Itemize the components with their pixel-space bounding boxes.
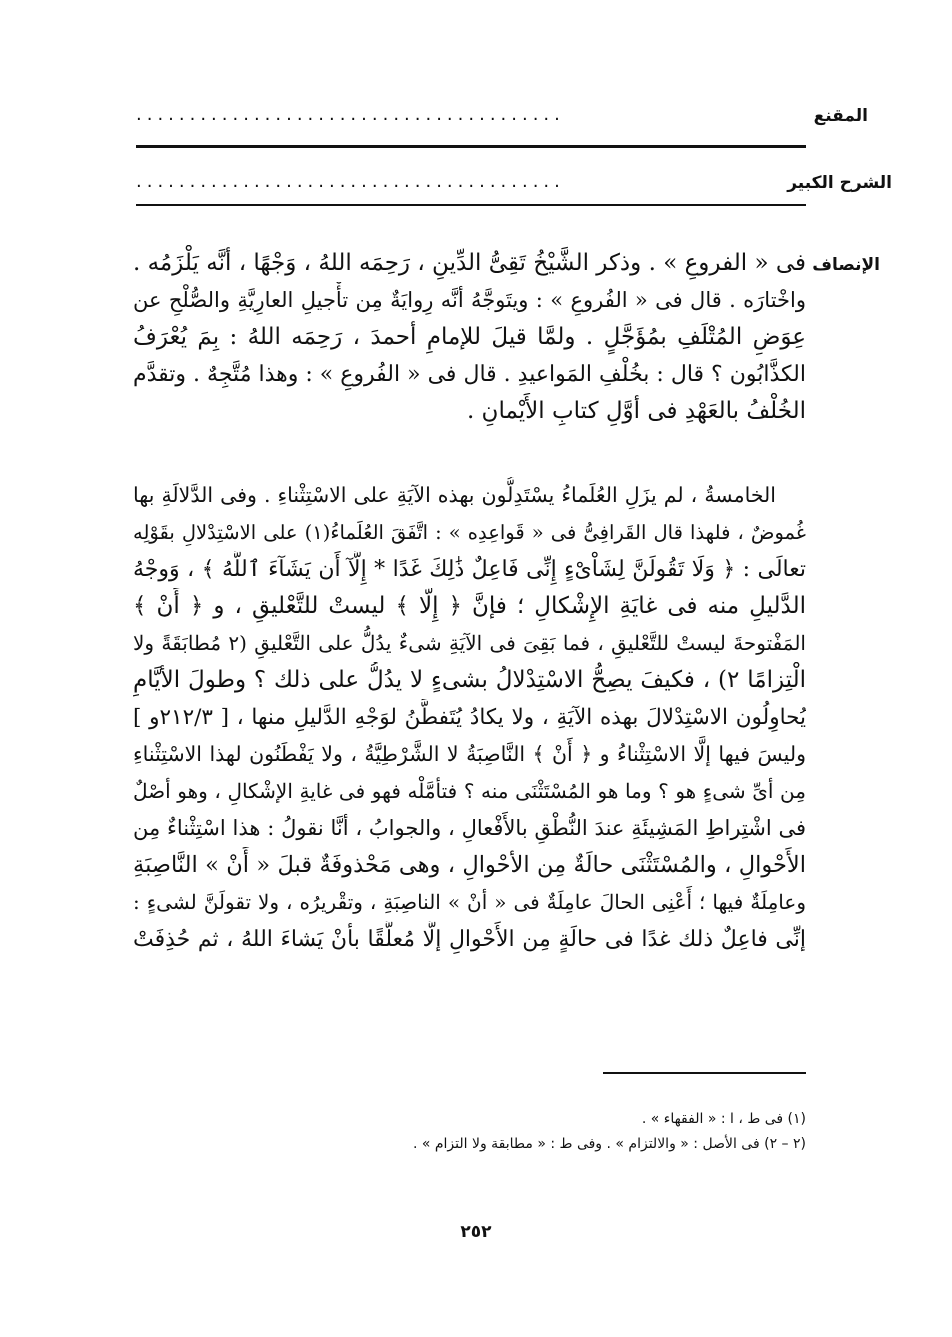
sharh-kabir-label: الشرح الكبير: [787, 173, 892, 193]
text-line: الخامسةُ ، لم يزَلِ العُلَماءُ يسْتَدِلُّون بهذه الآيَةِ على الاسْتِثْناءِ . وفى الدَّلالَةِ بها: [133, 483, 776, 507]
text-line: واخْتارَه . قال فى « الفُروعِ » : ويتَوجَّهُ أنَّه رِوايَةٌ مِن تأْجيلِ العارِيَّةِ والصُّلْحِ عن: [133, 288, 806, 312]
text-line: الخُلْفُ بالعَهْدِ فى أوَّلِ كتابِ الأَيْمانِ .: [466, 398, 806, 424]
text-line: تعالَى : ﴿ وَلَا تَقُولَنَّ لِشَاْىْءٍ إِنِّى فَاعِلٌ ذَٰلِكَ غَدًا * إِلَّآ أَن يَشَآءَ ٱللَّهُ ﴾ ، وَوجْهُ: [133, 557, 806, 582]
text-line: مِن أىِّ شىءٍ هو ؟ وما هو المُسْتَثْنَى منه ؟ فتأمَّلْه فهو فى غايةِ الإشْكالِ ، وهو أصْلٌ: [133, 779, 806, 803]
text-line: الدَّليلِ منه فى غايَةِ الإِشْكالِ ؛ فإنَّ ﴿ إِلَّا ﴾ ليستْ للتَّعْليقِ ، و ﴿ أَنْ ﴾: [133, 593, 806, 619]
sharh-divider: [136, 204, 806, 206]
muqni-divider: [136, 145, 806, 148]
page-number: ٢٥٢: [460, 1222, 492, 1242]
muqni-dotted-line: ........................................: [136, 104, 565, 125]
text-line: المَفْتوحةَ ليستْ للتَّعْليقِ ، فما بَقِىَ فى الآيَةِ شىءٌ يدُلُّ على التَّعْليقِ (٢ مُطابَقَةً ولا: [133, 631, 806, 655]
text-line: فى اشْتِراطِ المَشِيئَةِ عندَ النُّطْقِ بالأَفْعالِ ، والجوابُ ، أنَّا نقولُ : هذا اسْتِثْناءٌ مِن: [133, 816, 806, 840]
insaf-label: الإنصاف: [812, 255, 880, 275]
text-line: الأَحْوالِ ، والمُسْتَثْنَى حالَةٌ مِن الأحْوالِ ، وهى مَحْذوفَةٌ قبلَ « أَنْ » النَّاصِبَةِ: [133, 852, 806, 878]
text-line: غُموضٌ ، فلهذا قال القَرافِىُّ فى « قَواعِدِه » : اتَّفَقَ العُلَماءُ(١) على الاسْتِدْلالِ بقَوْلِه: [133, 521, 806, 544]
text-line: وعامِلَةٌ فيها ؛ أَعْنِى الحالَ عامِلَةٌ فى « أنْ » الناصِبَةِ ، وتقْريرُه ، ولا تقولَنَّ لشىءٍ :: [133, 890, 806, 914]
muqni-label: المقنع: [813, 106, 868, 126]
footnote-1: (١) فى ط ، ا : « الفقهاء » .: [641, 1111, 806, 1127]
footnotes: [160, 1107, 806, 1157]
text-line: فى « الفروعِ » . وذكر الشَّيْخُ تَقِىُّ الدِّينِ ، رَحِمَه اللهُ ، وَجْهًا ، أنَّه يَلْزَمُه .: [133, 250, 806, 276]
text-line: يُحاوِلُون الاسْتِدْلالَ بهذه الآيَةِ ، ولا يكادُ يُتَفطَّنُ لوَجْهِ الدَّليلِ منها ، [ ٢١٢/٣و ]: [133, 705, 806, 730]
text-line: عِوَضِ المُتْلَفِ بمُؤَجَّلٍ . ولمَّا قيلَ للإمامِ أحمدَ ، رَحِمَه اللهُ : بِمَ يُعْرَفُ: [133, 324, 806, 350]
footnote-2: (٢ – ٢) فى الأصل : « والالتزام » . وفى ط : « مطابقة ولا التزام » .: [412, 1136, 806, 1152]
footnote-separator: [603, 1072, 806, 1074]
text-line: الكذَّابُون ؟ قال : بخُلْفِ المَواعيدِ . قال فى « الفُروعِ » : وهذا مُتَّجِهٌ . وتقدَّم: [133, 362, 806, 387]
insaf-paragraph: [133, 245, 806, 430]
text-line: وليسَ فيها إلَّا الاسْتِثْناءُ و ﴿ أَنْ ﴾ النَّاصِبَةُ لا الشَّرْطِيَّةُ ، ولا يَفْطَنُون لهذا الاسْتِثْناءِ: [133, 742, 806, 766]
sharh-dotted-line: ........................................: [136, 171, 565, 192]
khamisa-paragraph: [133, 477, 806, 958]
text-line: الْتِزامًا ٢) ، فكيفَ يصِحُّ الاسْتِدْلالُ بشىءٍ لا يدُلُّ على ذلك ؟ وطولَ الأيَّامِ: [133, 667, 806, 693]
text-line: إنِّى فاعِلٌ ذلك غدًا فى حالَةٍ مِن الأَحْوالِ إلَّا مُعلَّقًا بأنْ يَشاءَ اللهُ ، ثم حُذِفَتْ: [133, 927, 806, 952]
